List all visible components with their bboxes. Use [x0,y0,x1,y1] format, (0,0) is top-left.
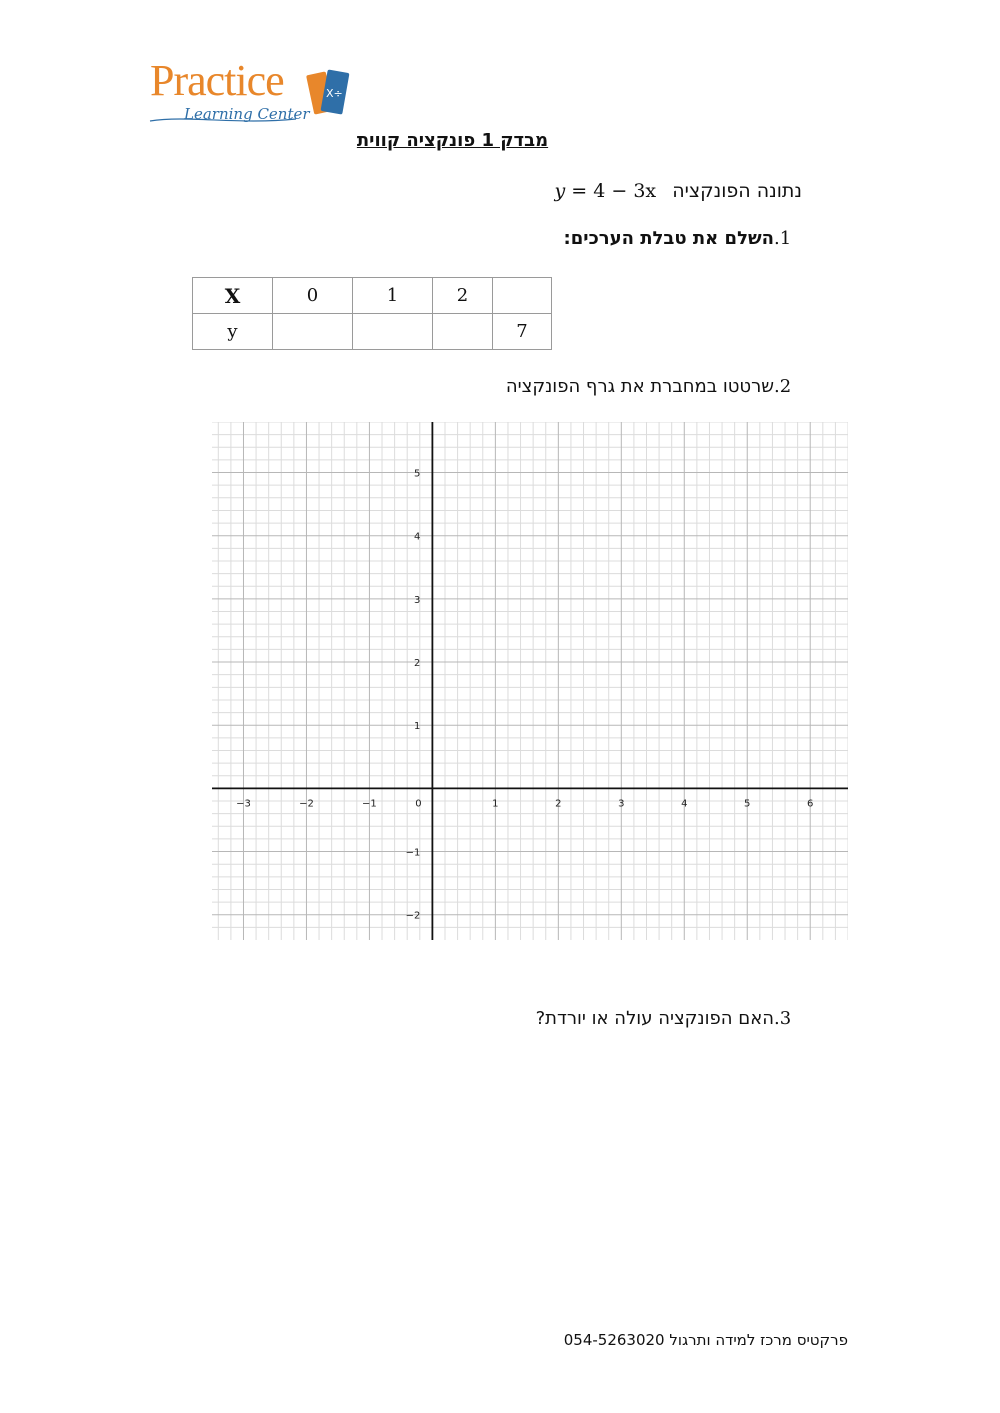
question-3 [536,1008,802,1029]
table-cell: 7 [493,314,552,350]
given-function [555,180,802,202]
y-tick-label: 2 [414,658,421,670]
values-table [192,277,552,350]
book-icon [306,67,352,119]
table-cell: y [193,314,273,350]
y-tick-label: −1 [405,847,421,859]
table-row-x [193,278,552,314]
x-tick-label: 2 [555,798,562,810]
question-3-number: 3. [774,1008,792,1029]
y-tick-label: 4 [414,531,421,543]
y-tick-label: 3 [414,594,421,606]
major-grid [212,422,848,940]
logo-subtitle: Learning Center [184,105,310,123]
page-title: מבדק 1 פונקציה קווית [356,130,549,151]
table-cell: X [193,278,273,314]
question-3-text: האם הפונקציה עולה או יורדת? [535,1008,774,1029]
x-tick-label: 5 [744,798,751,810]
question-1-number: 1. [774,228,792,249]
table-cell[interactable] [353,314,433,350]
footer: פרקטיס מרכז למידה ותרגול 054-5263020 [563,1331,848,1349]
equation-rest: = 4 − 3x [565,180,657,202]
table-cell: 1 [353,278,433,314]
logo-underline [148,113,298,127]
x-tick-label: −1 [362,798,377,810]
question-1-text: השלם את טבלת הערכים: [563,228,774,249]
x-tick-label: 3 [618,798,625,810]
equation-y: y [554,180,566,202]
x-tick-label: −2 [299,798,314,810]
given-text: נתונה הפונקציה [672,180,802,202]
question-2-text: שרטטו במחברת את גרף הפונקציה [505,376,774,397]
table-cell: 2 [433,278,493,314]
x-tick-label: 0 [415,798,422,810]
question-2 [506,376,802,397]
axes [212,422,848,940]
table-cell: 0 [273,278,353,314]
y-tick-label: −2 [405,910,421,922]
table-cell[interactable] [493,278,552,314]
x-tick-label: 4 [681,798,688,810]
x-tick-label: 6 [807,798,814,810]
tick-labels [236,469,813,922]
practice-logo [148,55,358,135]
table-cell[interactable] [433,314,493,350]
svg-text:X÷: X÷ [326,87,343,100]
question-2-number: 2. [774,376,792,397]
coordinate-grid [212,422,848,940]
x-tick-label: 1 [492,798,499,810]
x-tick-label: −3 [236,798,251,810]
table-row-y [193,314,552,350]
minor-grid [212,422,848,940]
y-tick-label: 5 [414,468,421,480]
question-1 [564,228,802,249]
y-tick-label: 1 [414,721,421,733]
table-cell[interactable] [273,314,353,350]
logo-word: Practice [150,56,284,105]
function-equation [555,180,657,202]
